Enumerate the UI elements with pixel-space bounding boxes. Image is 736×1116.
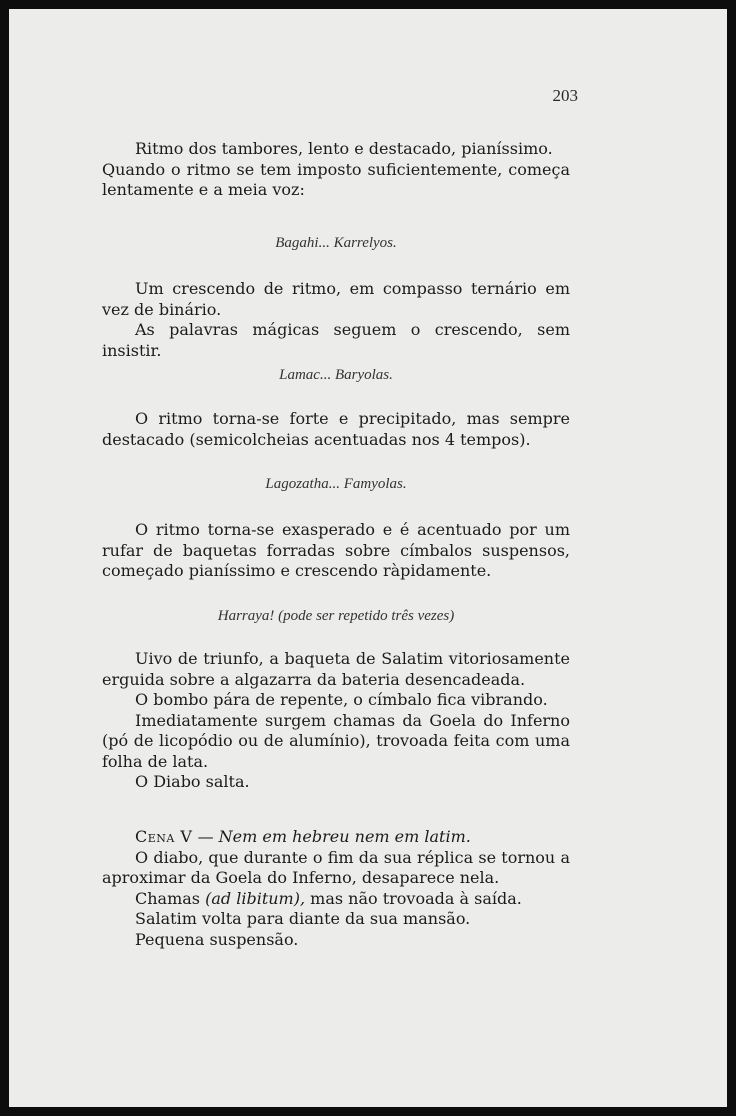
- scene-heading: Cena V — Nem em hebreu nem em latim.: [135, 827, 471, 846]
- paragraph: Chamas (ad libitum), mas não trovoada à saída.: [135, 888, 522, 908]
- paragraph-group-3: [102, 409, 570, 450]
- paragraph: Salatim volta para diante da sua mansão.: [135, 909, 471, 928]
- scene-title: Nem em hebreu nem em latim.: [218, 827, 471, 846]
- paragraph: O Diabo salta.: [135, 772, 250, 791]
- paragraph: Quando o ritmo se tem imposto suficientemente, começa lentamente e a meia voz:: [102, 159, 570, 199]
- scene-section: [102, 827, 570, 950]
- paragraph: As palavras mágicas seguem o crescendo, sem insistir.: [102, 320, 570, 360]
- paragraph-group-4: [102, 520, 570, 582]
- paragraph: Ritmo dos tambores, lento e destacado, pianíssimo.: [135, 139, 553, 158]
- paragraph-group-2: [102, 279, 570, 361]
- paragraph-group-1: [102, 139, 570, 201]
- paragraph: Pequena suspensão.: [135, 929, 299, 949]
- paragraph: O diabo, que durante o fim da sua réplica se tornou a aproximar da Goela do Inferno, desaparece nela.: [102, 847, 570, 887]
- paragraph: Um crescendo de ritmo, em compasso ternário em vez de binário.: [102, 279, 570, 319]
- verse-line: Harraya! (pode ser repetido três vezes): [217, 608, 455, 624]
- page-number: 203: [552, 86, 578, 105]
- paragraph: O ritmo torna-se forte e precipitado, mas sempre destacado (semicolcheias acentuadas nos 4 tempos).: [102, 409, 570, 449]
- paragraph: O ritmo torna-se exasperado e é acentuado por um rufar de baquetas forradas sobre címbalos suspensos, começado pianíssimo e crescendo ràpidamente.: [102, 520, 570, 580]
- verse-line: Lamac... Baryolas.: [279, 367, 393, 383]
- paragraph: O bombo pára de repente, o címbalo fica vibrando.: [135, 690, 548, 709]
- verse-line: Bagahi... Karrelyos.: [275, 235, 397, 251]
- verse-line: Lagozatha... Famyolas.: [265, 476, 407, 492]
- paragraph: Uivo de triunfo, a baqueta de Salatim vitoriosamente erguida sobre a algazarra da bateria desencadeada.: [102, 649, 570, 689]
- scene-label: Cena V: [135, 827, 193, 846]
- paragraph: Imediatamente surgem chamas da Goela do Inferno (pó de licopódio ou de alumínio), trovoada feita com uma folha de lata.: [102, 710, 570, 771]
- paragraph-group-5: [102, 649, 570, 793]
- book-page: [9, 9, 727, 1107]
